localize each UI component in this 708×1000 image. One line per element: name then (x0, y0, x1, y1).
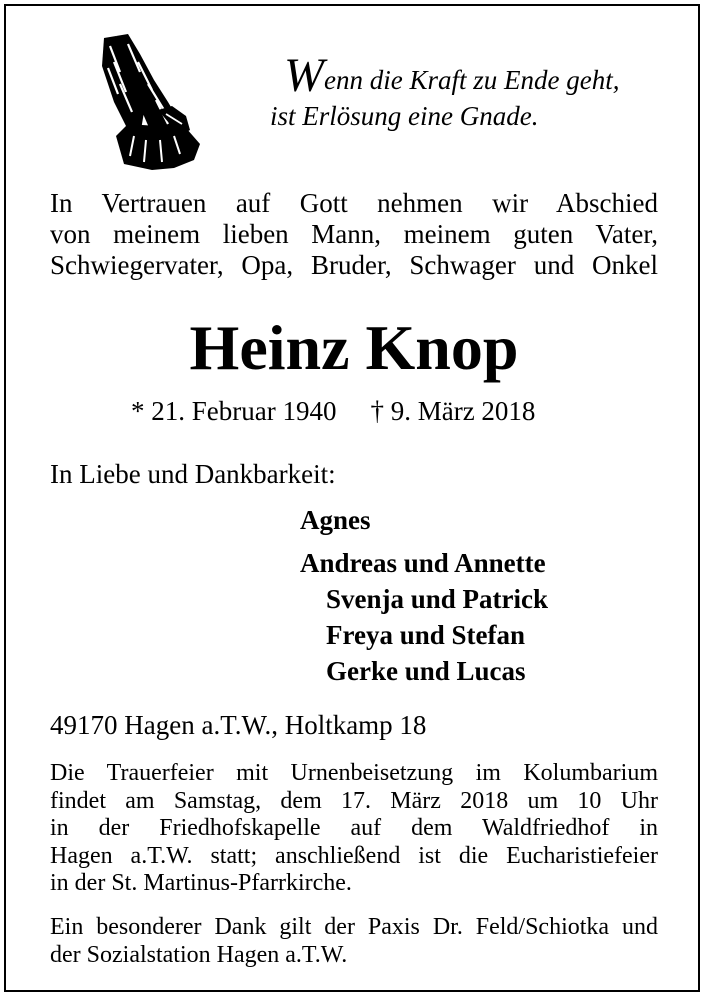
deceased-name: Heinz Knop (189, 312, 519, 383)
intro-line-2: von meinem lieben Mann, meinem guten Vater, (50, 219, 658, 249)
address: 49170 Hagen a.T.W., Holtkamp 18 (50, 710, 427, 740)
mourner-name: Gerke und Lucas (326, 656, 526, 686)
service-line-1: Die Trauerfeier mit Urnenbeisetzung im Kolumbarium (50, 760, 658, 786)
mourner-name: Freya und Stefan (326, 620, 526, 650)
service-line-4: Hagen a.T.W. statt; anschließend ist die Eucharistiefeier (50, 842, 658, 869)
motto-line-2: ist Erlösung eine Gnade. (270, 101, 539, 131)
death-date: † 9. März 2018 (370, 396, 536, 426)
intro-text (50, 188, 658, 281)
intro-line-3: Schwiegervater, Opa, Bruder, Schwager und Onkel (50, 250, 658, 280)
service-line-5: in der St. Martinus-Pfarrkirche. (50, 870, 352, 896)
motto-initial: W (284, 49, 324, 102)
service-info (50, 760, 658, 898)
mourner-name: Agnes (300, 505, 371, 535)
motto-line-1 (270, 49, 670, 102)
motto (270, 49, 670, 134)
service-line-2: findet am Samstag, dem 17. März 2018 um 10 Uhr (50, 787, 658, 814)
thanks-text (50, 914, 658, 969)
service-line-3: in der Friedhofskapelle auf dem Waldfriedhof in (50, 815, 658, 841)
motto-line-1-text: enn die Kraft zu Ende geht, (323, 65, 620, 95)
life-dates (131, 395, 535, 427)
intro-line-1: In Vertrauen auf Gott nehmen wir Abschied (50, 188, 658, 218)
praying-hands-icon (94, 32, 206, 172)
mourner-name: Svenja und Patrick (326, 584, 549, 614)
birth-date: * 21. Februar 1940 (131, 396, 337, 426)
thanks-line-1: Ein besonderer Dank gilt der Paxis Dr. Feld/Schiotka und (50, 914, 658, 940)
thanks-line-2: der Sozialstation Hagen a.T.W. (50, 941, 348, 968)
mourners-heading: In Liebe und Dankbarkeit: (50, 459, 336, 489)
mourner-name: Andreas und Annette (300, 548, 546, 578)
